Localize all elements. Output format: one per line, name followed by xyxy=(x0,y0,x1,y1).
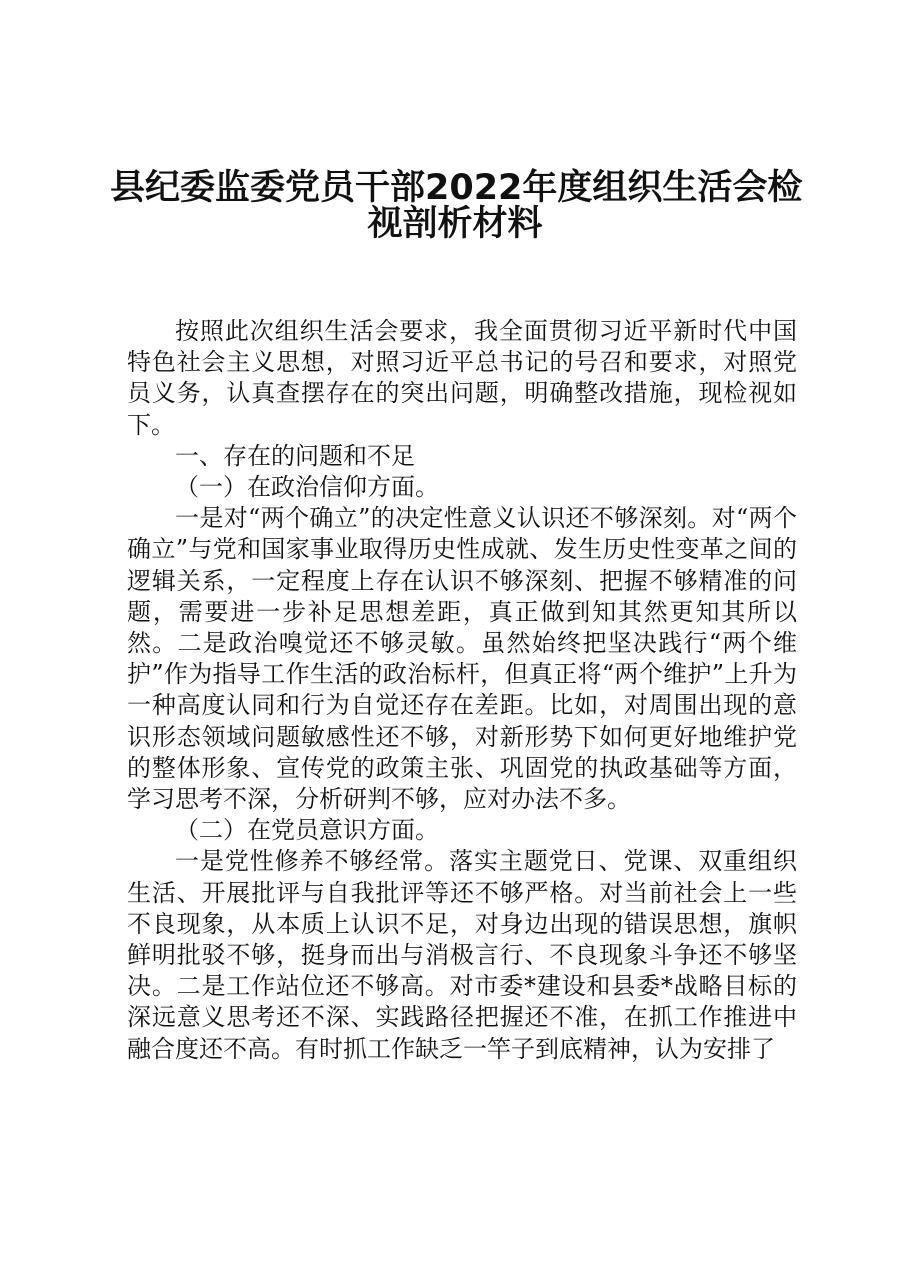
document-title-line-2: 视剖析材料 xyxy=(367,204,543,244)
document-body xyxy=(127,316,797,1065)
party-awareness-paragraph: 一是党性修养不够经常。落实主题党日、党课、双重组织生活、开展批评与自我批评等还不够严格。对当前社会上一些不良现象，从本质上认识不足，对身边出现的错误思想，旗帜鲜明批驳不够，挺身而出与消极言行、不良现象斗争还不够坚决。二是工作站位还不够高。对市委*建设和县委*战略目标的深远意义思考还不深、实践路径把握还不准，在抓工作推进中融合度还不高。有时抓工作缺乏一竿子到底精神，认为安排了 xyxy=(127,847,797,1063)
political-belief-paragraph: 一是对“两个确立”的决定性意义认识还不够深刻。对“两个确立”与党和国家事业取得历史性成就、发生历史性变革之间的逻辑关系，一定程度上存在认识不够深刻、把握不够精准的问题，需要进一步补足思想差距，真正做到知其然更知其所以然。二是政治嗅觉还不够灵敏。虽然始终把坚决践行“两个维护”作为指导工作生活的政治标杆，但真正将“两个维护”上升为一种高度认同和行为自觉还存在差距。比如，对周围出现的意识形态领域问题敏感性还不够，对新形势下如何更好地维护党的整体形象、宣传党的政策主张、巩固党的执政基础等方面，学习思考不深，分析研判不够，应对办法不多。 xyxy=(127,504,797,814)
subsection-heading-party-awareness: （二）在党员意识方面。 xyxy=(175,816,439,845)
intro-paragraph: 按照此次组织生活会要求，我全面贯彻习近平新时代中国特色社会主义思想，对照习近平总书记的号召和要求，对照党员义务，认真查摆存在的突出问题，明确整改措施，现检视如下。 xyxy=(127,317,797,439)
section-heading-problems: 一、存在的问题和不足 xyxy=(175,441,415,470)
document-title-line-1: 县纪委监委党员干部2022年度组织生活会检 xyxy=(110,168,803,208)
subsection-heading-political-belief: （一）在政治信仰方面。 xyxy=(175,473,439,502)
